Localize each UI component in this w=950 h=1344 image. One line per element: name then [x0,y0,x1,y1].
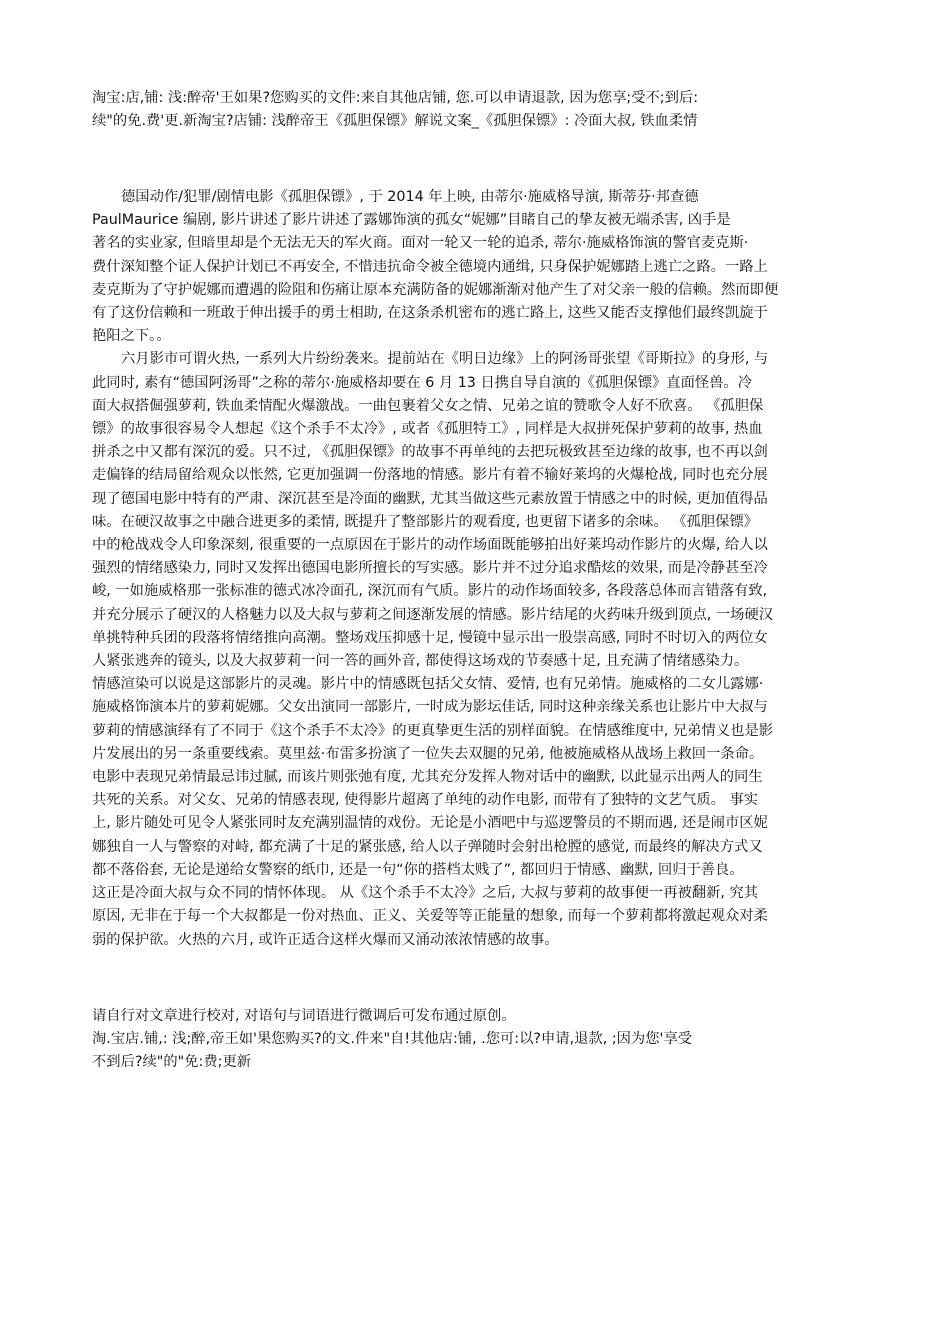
paragraph-line: 费什深知整个证人保护计划已不再安全, 不惜违抗命令被全德境内通缉, 只身保护妮娜踏上逃亡之路。一路上 [92,258,768,275]
paragraph-line: 上, 影片随处可见令人紧张同时友充满别温情的戏份。无论是小酒吧中与巡逻警员的不期而遇, 还是闹市区妮 [92,815,768,832]
paragraph-line: 弱的保护欲。火热的六月, 或许正适合这样火爆而又涌动浓浓情感的故事。 [92,931,559,948]
paragraph-line: 中的枪战戏令人印象深刻, 很重要的一点原因在于影片的动作场面既能够拍出好莱坞动作影片的火爆, 给人以 [92,537,768,554]
paragraph-line: 共死的关系。对父女、兄弟的情感表现, 使得影片超离了单纯的动作电影, 而带有了独特的文艺气质。 事实 [92,792,759,809]
paragraph-line: 单挑特种兵团的段落将情绪推向高潮。整场戏压抑感十足, 慢镜中显示出一股崇高感, 同时不时切入的两位女 [92,629,768,646]
paragraph-line: 情感渲染可以说是这部影片的灵魂。影片中的情感既包括父女情、爱情, 也有兄弟情。施威格的二女儿露娜· [92,676,764,693]
footer-line: 淘.宝店.铺,: 浅;醉,帝王如'果您购买?的文.件来"自!其他店:铺, .您可:以?申请,退款, ;因为您'享受 [92,1031,693,1048]
paragraph-line: 麦克斯为了守护妮娜而遭遇的险阻和伤痛让原本充满防备的妮娜渐渐对他产生了对父亲一般的信赖。然而即便 [92,281,779,298]
paragraph-line: 强烈的情绪感染力, 同时又发挥出德国电影所擅长的写实感。影片并不过分追求酷炫的效果, 而是冷静甚至冷 [92,560,768,577]
paragraph-line: 娜独自一人与警察的对峙, 都充满了十足的紧张感, 给人以子弹随时会射出枪膛的感觉, 而最终的解决方式又 [92,838,763,855]
header-line: 续"的免.费'更.新淘宝?店铺: 浅醉帝王《孤胆保镖》解说文案_《孤胆保镖》: 冷面大叔, 铁血柔情 [92,113,698,130]
paragraph-line: 人紧张逃奔的镜头, 以及大叔萝莉一问一答的画外音, 都使得这场戏的节奏感十足, 且充满了情绪感染力。 [92,653,749,670]
paragraph-line: 德国动作/犯罪/剧情电影《孤胆保镖》, 于 2014 年上映, 由蒂尔·施威格导演, 斯蒂芬·邦查德 [121,189,699,205]
paragraph-line: 原因, 无非在于每一个大叔都是一份对热血、正义、关爱等等正能量的想象, 而每一个萝莉都将激起观众对柔 [92,908,768,925]
paragraph-line: 著名的实业家, 但暗里却是个无法无天的军火商。面对一轮又一轮的追杀, 蒂尔·施威格饰演的警官麦克斯· [92,235,749,252]
footer-line: 不到后?续"的"免:费;更新 [92,1054,252,1071]
paragraph-line: 有了这份信赖和一班敢于伸出援手的勇士相助, 在这条杀机密布的逃亡路上, 这些又能否支撑他们最终凯旋于 [92,305,768,322]
footer-line: 请自行对文章进行校对, 对语句与词语进行微调后可发布通过原创。 [92,1008,516,1024]
document-footer [92,1005,692,1075]
paragraph-line: 面大叔搭倔强萝莉, 铁血柔情配火爆激战。一曲包裹着父女之情、兄弟之谊的赞歌令人好不欣喜。 《孤胆保 [92,397,764,414]
paragraph-line: 片发展出的另一条重要线索。莫里兹·布雷多扮演了一位失去双腿的兄弟, 他被施威格从战场上救回一条命。 [92,745,764,762]
paragraph-line: 并充分展示了硬汉的人格魅力以及大叔与萝莉之间逐渐发展的情感。影片结尾的火药味升级到顶点, 一场硬汉 [92,606,774,623]
paragraph-line: 萝莉的情感演绎有了不同于《这个杀手不太冷》的更真挚更生活的别样面貌。在情感维度中, 兄弟情义也是影 [92,722,774,739]
paragraph-line: 峻, 一如施威格那一张标准的德式冰冷面孔, 深沉而有气质。影片的动作场面较多, 各段落总体而言错落有致, [92,583,768,600]
paragraph-line: 此同时, 素有“德国阿汤哥”之称的蒂尔·施威格却要在 6 月 13 日携自导自演的《孤胆保镖》直面怪兽。冷 [92,374,753,391]
article-body [92,186,778,952]
paragraph-line: 电影中表现兄弟情最忌讳过腻, 而该片则张弛有度, 尤其充分发挥人物对话中的幽默, 以此显示出两人的同生 [92,769,763,786]
paragraph-line: 现了德国电影中特有的严肃、深沉甚至是冷面的幽默, 尤其当做这些元素放置于情感之中的时候, 更加值得品 [92,490,768,507]
paragraph-line: 走偏锋的结局留给观众以怅然, 它更加强调一份落地的情感。影片有着不输好莱坞的火爆枪战, 同时也充分展 [92,467,768,484]
paragraph-line: 艳阳之下。。 [92,328,171,345]
paragraph-line: 都不落俗套, 无论是递给女警察的纸巾, 还是一句“你的搭档太贱了”, 都回归于情感、幽默, 回归于善良。 [92,861,744,878]
paragraph-line: 这正是冷面大叔与众不同的情怀体现。 从《这个杀手不太冷》之后, 大叔与萝莉的故事便一再被翻新, 究其 [92,885,759,902]
header-line: 淘宝:店,铺: 浅:醉帝'王如果?您购买的文件:来自其他店铺, 您.可以申请退款, 因为您享;受不;到后: [92,90,699,106]
paragraph-line: 拼杀之中又都有深沉的爱。只不过, 《孤胆保镖》的故事不再单纯的去把玩极致甚至边缘的故事, 也不再以剑 [92,444,768,461]
paragraph-line: 镖》的故事很容易令人想起《这个杀手不太冷》, 或者《孤胆特工》, 同样是大叔拼死保护萝莉的故事, 热血 [92,421,763,438]
paragraph-line: 施威格饰演本片的萝莉妮娜。父女出演同一部影片, 一时成为影坛佳话, 同时这种亲缘关系也让影片中大叔与 [92,699,768,716]
document-header [92,87,698,133]
paragraph-line: PaulMaurice 编剧, 影片讲述了影片讲述了露娜饰演的孤女“妮娜”目睹自己的挚友被无端杀害, 凶手是 [92,212,731,229]
paragraph-line: 味。在硬汉故事之中融合进更多的柔情, 既提升了整部影片的观看度, 也更留下诸多的余味。 《孤胆保镖》 [92,513,759,530]
paragraph-line: 六月影市可谓火热, 一系列大片纷纷袭来。提前站在《明日边缘》上的阿汤哥张望《哥斯拉》的身形, 与 [121,351,769,368]
